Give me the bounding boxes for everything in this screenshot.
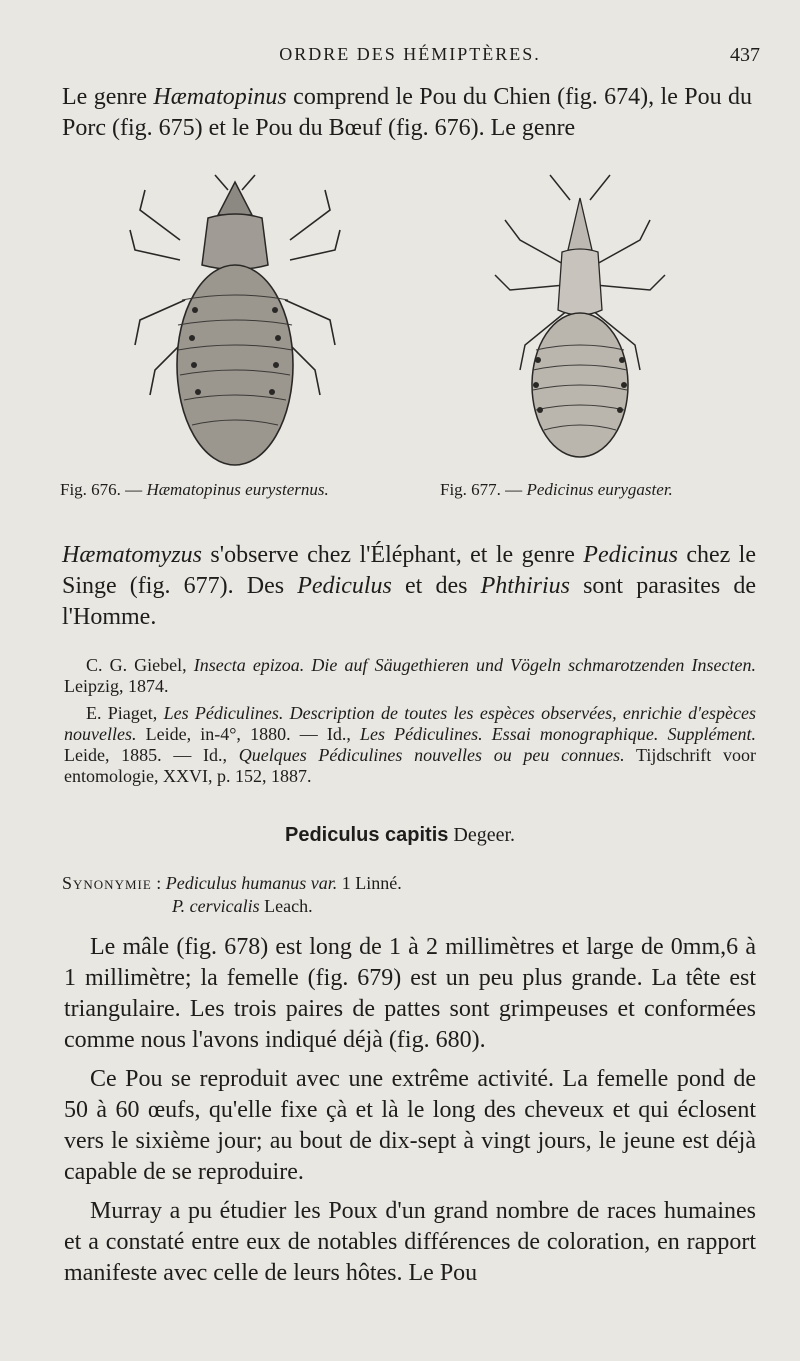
synonymy-line-1	[62, 872, 756, 895]
synonymy-sep: :	[151, 873, 166, 893]
genus-phthirius: Phthirius	[480, 573, 570, 599]
haematopinus-illustration	[120, 170, 350, 470]
synonymy-label: Synonymie	[62, 873, 152, 893]
reference-giebel	[64, 655, 756, 697]
running-head	[60, 44, 760, 70]
ref1-title: Insecta epizoa. Die auf Säugethieren und Vögeln schmarotzenden Insecten.	[193, 655, 756, 675]
genus-haematomyzus: Hæmatomyzus	[62, 542, 203, 568]
figure-pedicinus	[480, 170, 680, 460]
caption-fig-677-name: Pedicinus eurygaster.	[526, 480, 673, 499]
paragraph-morphology: Le mâle (fig. 678) est long de 1 à 2 millimètres et large de 0mm,6 à 1 millimètre; la femelle (fig. 679) est un peu plus grande. La tête est triangulaire. Les trois paires de pattes sont grimpeuses et conformées comme nous l'avons indiqué déjà (fig. 680).	[64, 934, 756, 1053]
caption-fig-676-name: Hæmatopinus eurysternus.	[146, 480, 329, 499]
description-text	[64, 932, 756, 1297]
intro-text-a: Le genre	[62, 84, 154, 110]
species-author: Degeer.	[448, 824, 516, 846]
reference-piaget	[64, 703, 756, 787]
ref2-pub3: Tijdschrift voor entomologie, XXVI, p. 152, 1887.	[64, 745, 756, 786]
ref2-title2: Les Pédiculines. Essai monographique. Supplément.	[359, 724, 756, 744]
species-name: Pediculus capitis	[284, 824, 449, 846]
ref1-author: C. G. Giebel,	[86, 655, 194, 675]
caption-fig-677-label: Fig. 677. —	[440, 480, 527, 499]
ref2-title3: Quelques Pédiculines nouvelles ou peu connues.	[238, 745, 625, 765]
ref1-pub: Leipzig, 1874.	[64, 676, 169, 696]
synonym-2-author: Leach.	[259, 896, 313, 916]
paragraph-reproduction: Ce Pou se reproduit avec une extrême activité. La femelle pond de 50 à 60 œufs, qu'elle fixe çà et là le long des cheveux et qui éclosent vers le sixième jour; au bout de dix-sept à vingt jours, le jeune est déjà capable de se reproduire.	[64, 1066, 756, 1185]
running-title: ORDRE DES HÉMIPTÈRES.	[279, 44, 541, 64]
section-heading	[0, 824, 800, 847]
genus-pedicinus: Pedicinus	[583, 542, 678, 568]
figure-plate	[60, 170, 760, 510]
genera-text-d: chez le Singe (fig. 677). Des	[62, 542, 756, 599]
ref2-title1: Les Pédiculines. Description de toutes les espèces observées, enrichie d'espèces nouvelles.	[64, 703, 756, 744]
synonymy-block	[62, 872, 756, 918]
genera-text-b: s'observe chez l'Éléphant, et le genre	[202, 542, 584, 568]
genera-paragraph	[62, 540, 756, 633]
genus-pediculus: Pediculus	[297, 573, 392, 599]
intro-paragraph	[62, 82, 752, 144]
bibliography	[64, 655, 756, 793]
synonym-2-name: P. cervicalis	[172, 896, 260, 916]
synonym-1-author: 1 Linné.	[337, 873, 402, 893]
page-number: 437	[730, 44, 760, 66]
caption-fig-677	[440, 480, 673, 500]
intro-text-b: comprend le Pou du Chien (fig. 674), le Pou du Porc (fig. 675) et le Pou du Bœuf (fig. 676). Le genre	[62, 84, 752, 141]
synonymy-line-2	[62, 895, 756, 918]
synonym-1-name: Pediculus humanus var.	[165, 873, 338, 893]
ref2-pub2: Leide, 1885. — Id.,	[64, 745, 239, 765]
ref2-pub1: Leide, in-4°, 1880. — Id.,	[136, 724, 360, 744]
genus-haematopinus: Hæmatopinus	[153, 84, 287, 110]
caption-fig-676-label: Fig. 676. —	[60, 480, 147, 499]
paragraph-murray: Murray a pu étudier les Poux d'un grand nombre de races humaines et a constaté entre eux de notables différences de coloration, en rapport manifeste avec celle de leurs hôtes. Le Pou	[64, 1198, 756, 1286]
figure-haematopinus	[120, 170, 350, 480]
genera-text-h: sont parasites de l'Homme.	[62, 573, 757, 630]
caption-fig-676	[60, 480, 329, 500]
genera-text-f: et des	[391, 573, 481, 599]
ref2-author: E. Piaget,	[86, 703, 164, 723]
pedicinus-illustration	[480, 170, 680, 460]
